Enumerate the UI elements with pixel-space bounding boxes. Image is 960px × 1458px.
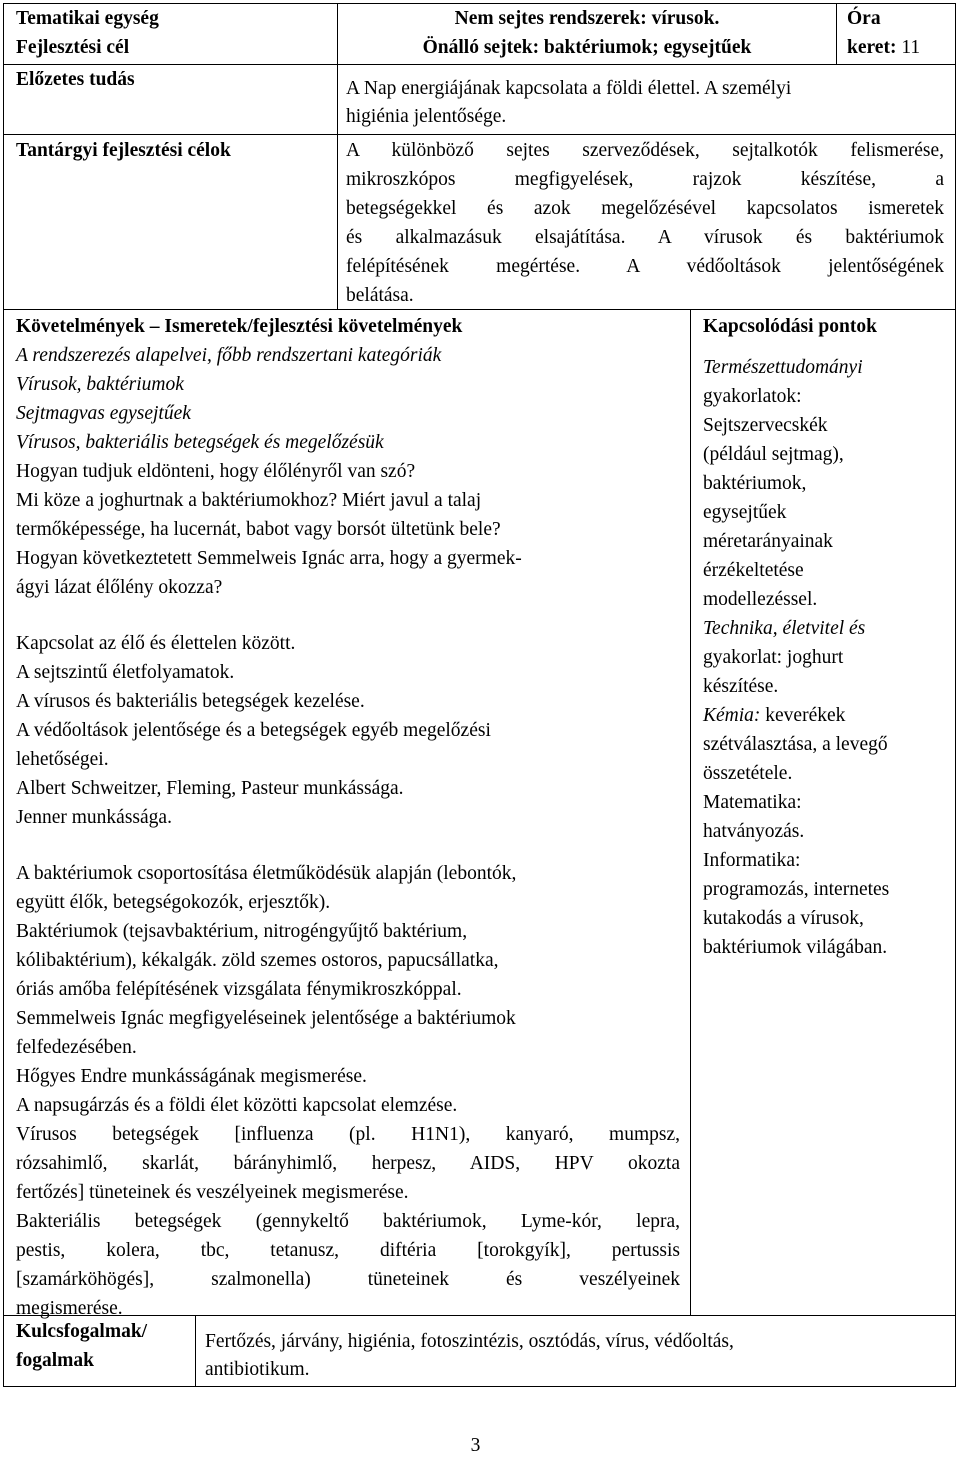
prior-line: A Nap energiájának kapcsolata a földi élettel. A személyi (346, 78, 792, 99)
prior-line: higiénia jelentősége. (346, 106, 507, 127)
topic-line: Vírusok, baktériumok (16, 374, 184, 395)
connection-text: gyakorlatok: (703, 386, 802, 407)
requirement-line: Baktériumok (tejsavbaktérium, nitrogéngyűjtő baktérium, (16, 921, 468, 942)
page-number: 3 (470, 1435, 481, 1456)
connections-body (703, 353, 951, 962)
connection-subject: Technika, életvitel és (703, 618, 866, 639)
table-border-bottom (3, 1386, 956, 1387)
requirement-line: pestis, kolera, tbc, tetanusz, diftéria [torokgyík], pertussis (16, 1240, 680, 1261)
connection-text: hatványozás. (703, 821, 805, 842)
connection-text: modellezéssel. (703, 589, 818, 610)
header-row-divider (3, 64, 956, 65)
connection-text: Sejtszervecskék (703, 415, 828, 436)
requirement-line: fertőzés] tüneteinek és veszélyeinek megismerése. (16, 1182, 409, 1203)
hours-key: keret: (847, 37, 897, 58)
requirement-line: Bakteriális betegségek (gennykeltő baktériumok, Lyme-kór, lepra, (16, 1211, 680, 1232)
connection-text: egysejtűek (703, 502, 787, 523)
goals-line: betegségekkel és azok megelőzésével kapcsolatos ismeretek (346, 198, 944, 219)
table-border-right (955, 3, 956, 1387)
requirements-header: Követelmények – Ismeretek/fejlesztési követelmények (16, 316, 463, 337)
goals-label: Tantárgyi fejlesztési célok (16, 140, 231, 161)
keywords-label-cell (16, 1317, 147, 1375)
keywords-label: Kulcsfogalmak/ (16, 1321, 148, 1342)
connection-text: (például sejtmag), (703, 444, 844, 465)
connection-text: érzékeltetése (703, 560, 804, 581)
knowledge-line: lehetőségei. (16, 749, 109, 770)
hours-label: Óra (847, 8, 881, 29)
connection-text: programozás, internetes (703, 879, 890, 900)
requirement-line: megismerése. (16, 1298, 123, 1319)
keywords-label: fogalmak (16, 1350, 94, 1371)
connection-text: gyakorlat: joghurt (703, 647, 844, 668)
knowledge-line: A sejtszintű életfolyamatok. (16, 662, 235, 683)
goal-label: Fejlesztési cél (16, 37, 130, 58)
requirement-line: A napsugárzás és a földi élet közötti kapcsolat elemzése. (16, 1095, 458, 1116)
prior-row-divider (3, 134, 956, 135)
goals-line: belátása. (346, 285, 414, 306)
connection-text: méretarányainak (703, 531, 833, 552)
question-line: Mi köze a joghurtnak a baktériumokhoz? Miért javul a talaj (16, 490, 482, 511)
requirements-col-divider (690, 309, 691, 1315)
goals-line: mikroszkópos megfigyelések, rajzok készítése, a (346, 169, 944, 190)
requirement-line: kólibaktérium), kékalgák. zöld szemes ostoros, papucsállatka, (16, 950, 499, 971)
question-line: termőképessége, ha lucernát, babot vagy borsót ültetünk bele? (16, 519, 501, 540)
requirement-line: felfedezésében. (16, 1037, 137, 1058)
requirement-line: óriás amőba felépítésének vizsgálata fénymikroszkóppal. (16, 979, 462, 1000)
prior-knowledge-label: Előzetes tudás (16, 69, 135, 90)
unit-title-line1: Nem sejtes rendszerek: vírusok. (454, 8, 720, 29)
header-left-cell (16, 4, 159, 62)
connection-subject: Kémia: (703, 705, 761, 726)
requirements-label: Követelmények (16, 316, 145, 337)
goals-line: A különböző sejtes szerveződések, sejtalkotók felismerése, (346, 140, 944, 161)
question-line: Hogyan tudjuk eldönteni, hogy élőlényről van szó? (16, 461, 416, 482)
requirement-line: rózsahimlő, skarlát, bárányhimlő, herpesz, AIDS, HPV okozta (16, 1153, 680, 1174)
connection-text: kutakodás a vírusok, (703, 908, 864, 929)
requirement-line: [szamárköhögés], szalmonella) tüneteinek és veszélyeinek (16, 1269, 680, 1290)
goals-line: és alkalmazásuk elsajátítása. A vírusok és baktériumok (346, 227, 944, 248)
question-line: ágyi lázat élőlény okozza? (16, 577, 223, 598)
knowledge-line: A védőoltások jelentősége és a betegségek egyéb megelőzési (16, 720, 491, 741)
knowledge-line: Jenner munkássága. (16, 807, 172, 828)
requirements-body (16, 341, 680, 1323)
requirement-line: együtt élők, betegségokozók, erjesztők). (16, 892, 331, 913)
connection-text: Matematika: (703, 792, 802, 813)
header-right-cell (847, 4, 920, 62)
requirement-line: A baktériumok csoportosítása életműködésük alapján (lebontók, (16, 863, 517, 884)
keywords-line: antibiotikum. (205, 1359, 310, 1380)
requirement-line: Hőgyes Endre munkásságának megismerése. (16, 1066, 367, 1087)
keywords-line: Fertőzés, járvány, higiénia, fotoszintézis, osztódás, vírus, védőoltás, (205, 1331, 734, 1352)
connection-text: keverékek (760, 705, 846, 726)
topic-line: Vírusos, bakteriális betegségek és megelőzésük (16, 432, 384, 453)
connections-header (703, 312, 877, 341)
connection-text: készítése. (703, 676, 779, 697)
connection-text: baktériumok világában. (703, 937, 888, 958)
keywords-text (205, 1328, 734, 1384)
goals-line: felépítésének megértése. A védőoltások jelentőségének (346, 256, 944, 277)
requirement-line: Semmelweis Ignác megfigyeléseinek jelentősége a baktériumok (16, 1008, 516, 1029)
goals-text (346, 136, 944, 310)
goals-label-cell (16, 136, 231, 165)
table-border-left (3, 3, 4, 1387)
connections-label: Kapcsolódási pontok (703, 316, 877, 337)
connection-subject: Természettudományi (703, 357, 863, 378)
requirement-line: Vírusos betegségek [influenza (pl. H1N1), kanyaró, mumpsz, (16, 1124, 680, 1145)
topic-line: Sejtmagvas egysejtűek (16, 403, 191, 424)
unit-label: Tematikai egység (16, 8, 159, 29)
hours-value: 11 (901, 37, 921, 58)
connection-text: Informatika: (703, 850, 801, 871)
prior-knowledge-text (346, 75, 791, 131)
connection-text: összetétele. (703, 763, 793, 784)
header-center-cell (338, 4, 836, 62)
requirements-sublabel: Ismeretek/fejlesztési követelmények (164, 316, 463, 337)
prior-knowledge-label-cell (16, 65, 135, 94)
question-line: Hogyan következtetett Semmelweis Ignác arra, hogy a gyermek- (16, 548, 522, 569)
connection-text: baktériumok, (703, 473, 807, 494)
knowledge-line: Kapcsolat az élő és élettelen között. (16, 633, 296, 654)
knowledge-line: Albert Schweitzer, Fleming, Pasteur munkássága. (16, 778, 404, 799)
knowledge-line: A vírusos és bakteriális betegségek kezelése. (16, 691, 365, 712)
topic-line: A rendszerezés alapelvei, főbb rendszertani kategóriák (16, 345, 442, 366)
keywords-col-divider (195, 1315, 196, 1387)
connection-text: szétválasztása, a levegő (703, 734, 888, 755)
unit-title-line2: Önálló sejtek: baktériumok; egysejtűek (422, 37, 752, 58)
header-col-divider-2 (836, 3, 837, 65)
